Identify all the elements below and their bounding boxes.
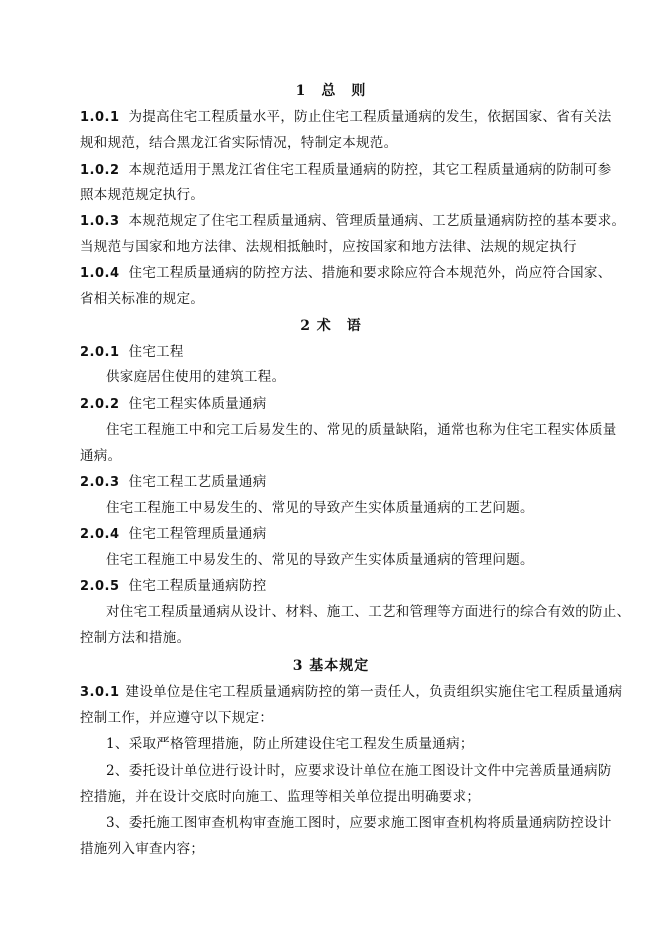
term-2-0-3	[80, 473, 267, 492]
clause-text: 本规范规定了住宅工程质量通病、管理质量通病、工艺质量通病防控的基本要求。	[128, 213, 626, 229]
clause-1-0-4-line-2: 省相关标准的规定。	[80, 291, 205, 307]
term-2-0-2	[80, 395, 267, 414]
list-item-3-line-1: 3、委托施工图审查机构审查施工图时，应要求施工图审查机构将质量通病防控设计	[106, 815, 612, 831]
term-2-0-5-definition-line-1: 对住宅工程质量通病从设计、材料、施工、工艺和管理等方面进行的综合有效的防止、	[106, 604, 631, 620]
term-2-0-2-definition-line-1: 住宅工程施工中和完工后易发生的、常见的质量缺陷，通常也称为住宅工程实体质量	[106, 422, 617, 438]
term-2-0-5-definition-line-2: 控制方法和措施。	[80, 630, 191, 646]
term-2-0-4	[80, 525, 267, 544]
clause-1-0-2-line-1	[80, 161, 612, 180]
term-number: 2.0.4	[80, 527, 120, 542]
term-name: 住宅工程	[128, 344, 184, 360]
clause-1-0-1-line-2: 规和规范，结合黑龙江省实际情况，特制定本规范。	[80, 135, 398, 151]
clause-number: 1.0.4	[80, 266, 120, 281]
term-2-0-1	[80, 343, 184, 362]
section-heading-basic-provisions: 3 基本规定	[292, 658, 370, 674]
term-number: 2.0.2	[80, 397, 120, 412]
clause-number: 1.0.3	[80, 214, 120, 229]
clause-number: 1.0.1	[80, 110, 120, 125]
term-2-0-2-definition-line-2: 通病。	[80, 448, 122, 464]
list-item-1: 1、采取严格管理措施，防止所建设住宅工程发生质量通病；	[106, 736, 474, 752]
list-item-3-line-2: 措施列入审查内容；	[80, 841, 205, 857]
clause-3-0-1-line-2: 控制工作，并应遵守以下规定：	[80, 710, 274, 726]
list-item-2-line-2: 控措施，并在设计交底时向施工、监理等相关单位提出明确要求；	[80, 789, 481, 805]
term-2-0-5	[80, 577, 267, 596]
clause-text: 为提高住宅工程质量水平，防止住宅工程质量通病的发生，依据国家、省有关法	[128, 109, 612, 125]
term-name: 住宅工程实体质量通病	[128, 396, 267, 412]
clause-1-0-3-line-1	[80, 212, 625, 231]
term-name: 住宅工程工艺质量通病	[128, 474, 267, 490]
section-heading-terms: 2 术 语	[300, 318, 362, 334]
clause-text: 本规范适用于黑龙江省住宅工程质量通病的防控，其它工程质量通病的防制可参	[128, 162, 612, 178]
term-name: 住宅工程质量通病防控	[128, 578, 267, 594]
clause-number: 1.0.2	[80, 163, 120, 178]
term-2-0-1-definition: 供家庭居住使用的建筑工程。	[106, 369, 286, 385]
clause-text: 建设单位是住宅工程质量通病防控的第一责任人，负责组织实施住宅工程质量通病	[125, 684, 623, 700]
term-2-0-3-definition: 住宅工程施工中易发生的、常见的导致产生实体质量通病的工艺问题。	[106, 500, 534, 516]
term-number: 2.0.5	[80, 579, 120, 594]
term-2-0-4-definition: 住宅工程施工中易发生的、常见的导致产生实体质量通病的管理问题。	[106, 552, 534, 568]
clause-3-0-1-line-1	[80, 683, 622, 702]
clause-text: 住宅工程质量通病的防控方法、措施和要求除应符合本规范外，尚应符合国家、	[128, 265, 612, 281]
term-number: 2.0.1	[80, 345, 120, 360]
clause-number: 3.0.1	[80, 685, 120, 700]
clause-1-0-2-line-2: 照本规范规定执行。	[80, 187, 205, 203]
term-number: 2.0.3	[80, 475, 120, 490]
clause-1-0-3-line-2: 当规范与国家和地方法律、法规相抵触时，应按国家和地方法律、法规的规定执行	[80, 239, 577, 255]
clause-1-0-4-line-1	[80, 264, 612, 283]
section-heading-general: 1 总 则	[295, 83, 367, 99]
list-item-2-line-1: 2、委托设计单位进行设计时，应要求设计单位在施工图设计文件中完善质量通病防	[106, 763, 612, 779]
clause-1-0-1-line-1	[80, 108, 612, 127]
term-name: 住宅工程管理质量通病	[128, 526, 267, 542]
